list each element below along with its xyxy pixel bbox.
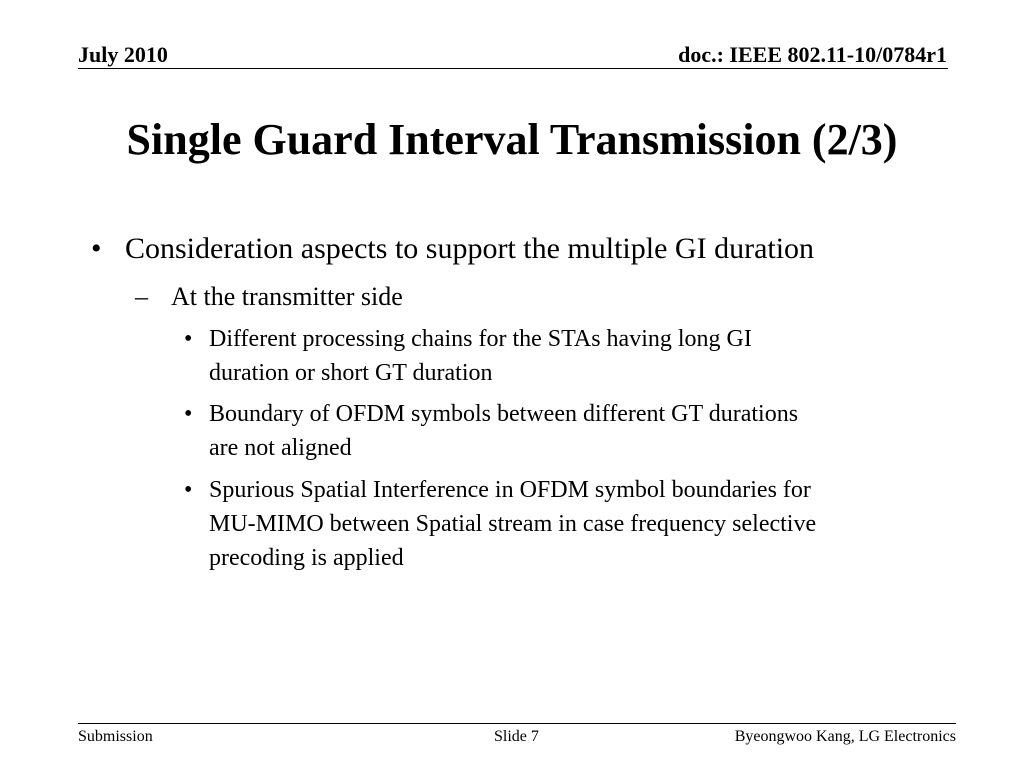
footer-divider: [78, 723, 956, 724]
bullet-line: Boundary of OFDM symbols between different GT durations: [209, 401, 799, 427]
bullet-text: Consideration aspects to support the multiple GI duration: [125, 232, 815, 265]
bullet-marker: •: [184, 477, 193, 503]
bullet-text: At the transmitter side: [171, 282, 403, 311]
bullet-line: Spurious Spatial Interference in OFDM symbol boundaries for: [209, 477, 811, 503]
bullet-marker: •: [184, 326, 193, 352]
bullet-line: are not aligned: [209, 435, 352, 461]
bullet-text: [209, 473, 939, 575]
footer-submission: Submission: [78, 728, 153, 745]
bullet-line: Different processing chains for the STAs having long GI: [209, 326, 752, 352]
bullet-marker: •: [184, 401, 193, 427]
bullet-line: duration or short GT duration: [209, 360, 493, 386]
header-document-id: doc.: IEEE 802.11-10/0784r1: [678, 42, 947, 67]
dash-marker: –: [135, 282, 148, 311]
bullet-text: [209, 322, 939, 390]
header-date: July 2010: [78, 42, 168, 67]
header-divider: [78, 68, 948, 69]
bullet-marker: •: [91, 232, 102, 265]
footer-slide-number: Slide 7: [494, 728, 539, 745]
footer-author: Byeongwoo Kang, LG Electronics: [734, 728, 956, 745]
bullet-line: precoding is applied: [209, 545, 404, 571]
slide-title: Single Guard Interval Transmission (2/3): [126, 115, 898, 164]
bullet-line: MU-MIMO between Spatial stream in case frequency selective: [209, 511, 817, 537]
bullet-text: [209, 397, 939, 465]
